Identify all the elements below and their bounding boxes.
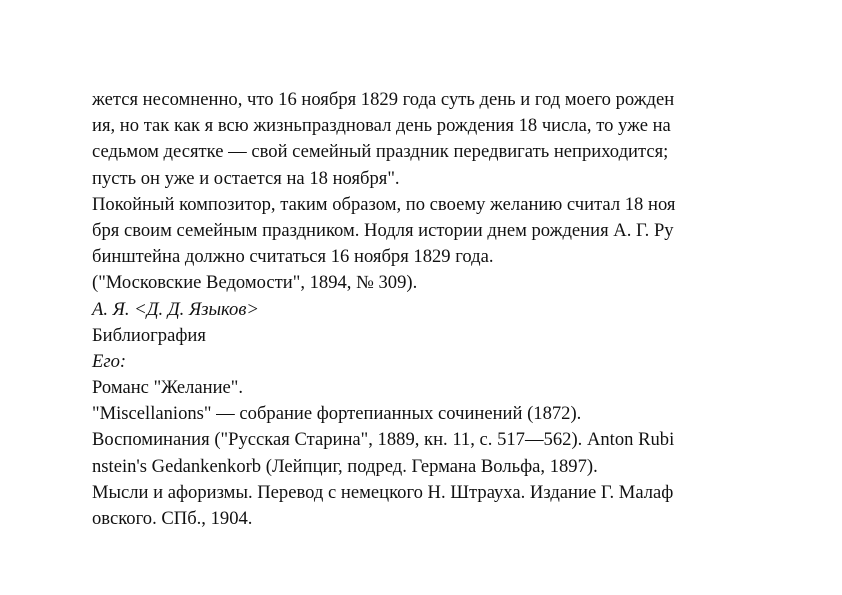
bibliography-entry-4-line-2: овского. СПб., 1904. <box>92 508 253 529</box>
bibliography-entry-2: "Miscellanions" — собрание фортепианных сочинений (1872). <box>92 403 582 425</box>
document-text-block <box>92 87 792 532</box>
text-line-6: бря своим семейным праздником. Нодля истории днем рождения А. Г. Ру <box>92 219 674 241</box>
bibliography-entry-1: Романс "Желание". <box>92 377 244 399</box>
bibliography-entry-3-line-2: nstein's Gedankenkorb (Лейпциг, подред. Германа Вольфа, 1897). <box>92 455 598 477</box>
bibliography-entry-4-line-1: Мысли и афоризмы. Перевод с немецкого Н. Штрауха. Издание Г. Малаф <box>92 481 674 503</box>
text-line-2: ия, но так как я всю жизньпраздновал день рождения 18 числа, то уже на <box>92 115 671 137</box>
author-signature: А. Я. <Д. Д. Языков> <box>92 298 259 320</box>
text-line-1: жется несомненно, что 16 ноября 1829 года суть день и год моего рожден <box>92 89 675 110</box>
citation-line: ("Московские Ведомости", 1894, № 309). <box>92 272 418 294</box>
text-line-4: пусть он уже и остается на 18 ноября". <box>92 167 400 189</box>
text-line-5: Покойный композитор, таким образом, по своему желанию считал 18 ноя <box>92 193 676 215</box>
bibliography-heading: Библиография <box>92 324 206 346</box>
bibliography-entry-3-line-1: Воспоминания ("Русская Старина", 1889, кн. 11, с. 517—562). Anton Rubi <box>92 429 675 451</box>
text-line-3: седьмом десятке — свой семейный праздник передвигать неприходится; <box>92 141 669 163</box>
bibliography-subheading: Его: <box>92 350 127 372</box>
text-line-7: бинштейна должно считаться 16 ноября 1829 года. <box>92 246 494 268</box>
